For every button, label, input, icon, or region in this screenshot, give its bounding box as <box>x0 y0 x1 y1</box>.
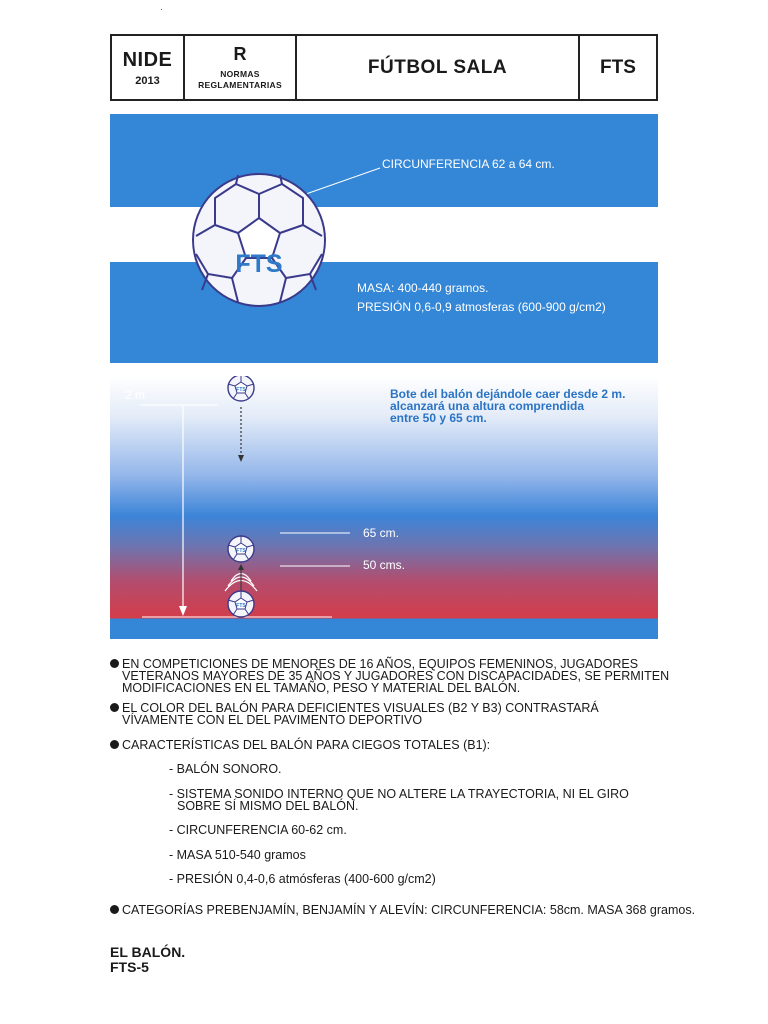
b1-item-sistema-line2: SOBRE SÍ MISMO DEL BALÓN. <box>177 799 359 813</box>
header-code-cell <box>580 36 656 99</box>
b1-item-sistema-line1: - SISTEMA SONIDO INTERNO QUE NO ALTERE LA TRAYECTORIA, NI EL GIRO <box>169 787 629 801</box>
ball-rebound-logo: FTS <box>236 548 246 554</box>
r-label: R <box>233 44 247 64</box>
bullet-icon <box>110 703 119 712</box>
note-visual-impairment <box>122 702 599 726</box>
bullet-icon <box>110 740 119 749</box>
document-header <box>110 34 658 101</box>
mass-label: MASA: 400-440 gramos. <box>357 281 489 295</box>
footer-page-code: FTS-5 <box>110 959 149 975</box>
stray-dot: . <box>160 2 163 13</box>
bounce-description-line2: alcanzará una altura comprendida <box>390 399 585 413</box>
footer-section-title: EL BALÓN. <box>110 944 186 960</box>
nide-year: 2013 <box>135 74 160 87</box>
note-youth-competitions <box>122 658 669 694</box>
note-categories: CATEGORÍAS PREBENJAMÍN, BENJAMÍN Y ALEVÍN: CIRCUNFERENCIA: 58cm. MASA 368 gramos. <box>122 903 696 917</box>
header-r-cell <box>185 36 297 99</box>
bounce-description-line1: Bote del balón dejándole caer desde 2 m. <box>390 387 626 401</box>
bounce-description-line3: entre 50 y 65 cm. <box>390 411 487 425</box>
ball-illustration <box>110 114 658 363</box>
b1-item-circunferencia: - CIRCUNFERENCIA 60-62 cm. <box>169 823 347 837</box>
rebound-arrow-head <box>238 564 244 570</box>
drop-arrow-head <box>179 606 187 616</box>
ball-rebound-icon <box>228 536 254 562</box>
note-1-line3: MODIFICACIONES EN EL TAMAÑO, PESO Y MATERIAL DEL BALÓN. <box>122 681 521 695</box>
nide-label: NIDE <box>122 48 173 71</box>
football-icon <box>193 174 325 306</box>
bounce-test-panel <box>110 376 658 639</box>
ball-logo-text: FTS <box>235 250 283 278</box>
note-2-line2: VÍVAMENTE CON EL DEL PAVIMENTO DEPORTIVO <box>122 713 423 727</box>
ball-specs-panel <box>110 114 658 363</box>
bounce-description <box>390 388 655 424</box>
mark-50-label: 50 cms. <box>363 558 406 572</box>
ball-floor-logo: FTS <box>236 603 246 609</box>
r-subtitle-line2: REGLAMENTARIAS <box>198 80 282 90</box>
note-2-line1: EL COLOR DEL BALÓN PARA DEFICIENTES VISUALES (B2 Y B3) CONTRASTARÁ <box>122 701 599 715</box>
b1-item-presion: - PRESIÓN 0,4-0,6 atmósferas (400-600 g/cm2) <box>169 872 436 886</box>
circumference-label: CIRCUNFERENCIA 62 a 64 cm. <box>382 157 555 171</box>
ball-floor-icon <box>228 591 254 617</box>
header-title-cell <box>297 36 580 99</box>
page-title: FÚTBOL SALA <box>367 56 508 78</box>
note-1-line2: VETERANOS MAYORES DE 35 AÑOS Y JUGADORES CON DISCAPACIDADES, SE PERMITEN <box>122 669 670 683</box>
b1-item-sonoro: - BALÓN SONORO. <box>169 762 282 776</box>
note-1-line1: EN COMPETICIONES DE MENORES DE 16 AÑOS, EQUIPOS FEMENINOS, JUGADORES <box>122 657 639 671</box>
r-subtitle-line1: NORMAS <box>220 69 260 79</box>
b1-item-masa: - MASA 510-540 gramos <box>169 848 306 862</box>
drop-dotted-arrow-head <box>238 455 244 462</box>
mark-65-label: 65 cm. <box>363 526 400 540</box>
drop-height-label: 2 m <box>125 388 146 402</box>
sport-code: FTS <box>600 56 636 78</box>
b1-item-sistema <box>169 788 629 812</box>
note-b1-heading: CARACTERÍSTICAS DEL BALÓN PARA CIEGOS TOTALES (B1): <box>122 738 491 752</box>
page-footer <box>110 945 185 975</box>
ball-top-logo: FTS <box>236 387 246 393</box>
r-subtitle <box>198 69 282 91</box>
ball-top-icon <box>228 376 254 401</box>
pressure-label: PRESIÓN 0,6-0,9 atmosferas (600-900 g/cm2) <box>357 300 606 314</box>
bullet-icon <box>110 905 119 914</box>
circumference-pointer-line <box>306 168 380 194</box>
header-nide-cell <box>112 36 185 99</box>
bullet-icon <box>110 659 119 668</box>
